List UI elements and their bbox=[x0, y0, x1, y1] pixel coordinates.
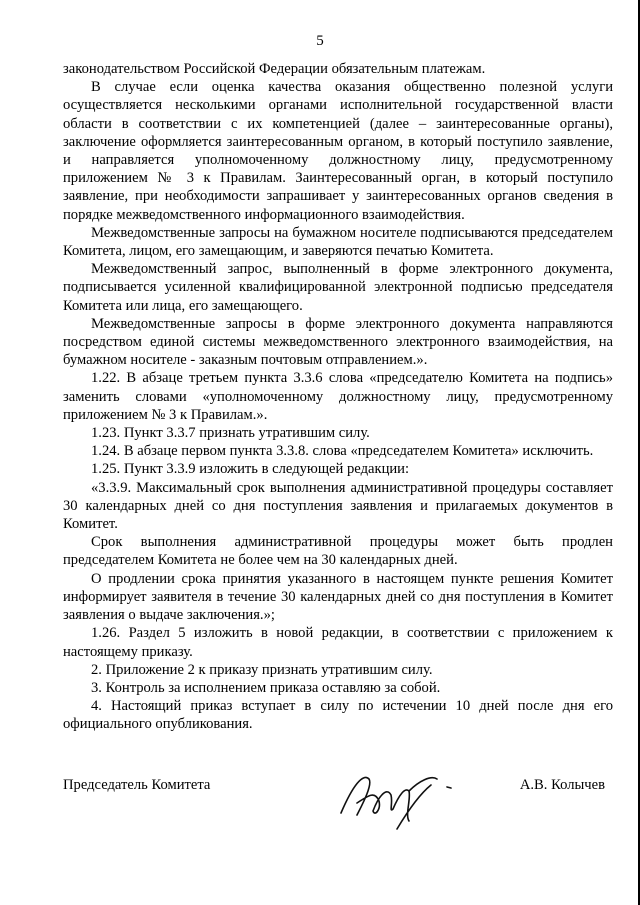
paragraph-extension: Срок выполнения административной процедуры может быть продлен председателем Комитета не более чем на 30 календарных дней. bbox=[63, 534, 613, 569]
signer-title: Председатель Комитета bbox=[63, 777, 211, 793]
signature-block bbox=[63, 765, 613, 835]
paragraph-paper-requests: Межведомственные запросы на бумажном носителе подписываются председателем Комитета, лицом, его замещающим, и заверяются печатью Комитета. bbox=[63, 224, 613, 260]
paragraph-item-1-23: 1.23. Пункт 3.3.7 признать утратившим силу. bbox=[91, 425, 370, 442]
paragraph-item-1-26: 1.26. Раздел 5 изложить в новой редакции, в соответствии с приложением к настоящему приказу. bbox=[63, 625, 613, 660]
paragraph-request-delivery: Межведомственные запросы в форме электронного документа направляются посредством единой системы межведомственного электронного взаимодействия, на бумажном носителе - заказным почтовым отправлением.». bbox=[63, 315, 613, 369]
paragraph-clause-3-3-9: «3.3.9. Максимальный срок выполнения административной процедуры составляет 30 календарных дней со дня поступления заявления и прилагаемых документов в Комитет. bbox=[63, 479, 613, 533]
paragraph-item-1-24: 1.24. В абзаце первом пункта 3.3.8. слова «председателем Комитета» исключить. bbox=[91, 443, 594, 460]
paragraph-item-3: 3. Контроль за исполнением приказа оставляю за собой. bbox=[91, 679, 441, 696]
document-body bbox=[63, 60, 613, 734]
paragraph-item-1-22: 1.22. В абзаце третьем пункта 3.3.6 слова «председателю Комитета на подпись» заменить словами «уполномоченному должностному лицу, предусмотренному приложением № 3 к Правилам.». bbox=[63, 370, 613, 423]
paragraph-interested-bodies: В случае если оценка качества оказания общественно полезной услуги осуществляется несколькими органами исполнительной государственной власти области в соответствии с их компетенцией (далее – заинтересованные органы), заключение оформляется заинтересованным органом, в который поступило заявление, и направляется уполномоченному должностному лицу, предусмотренному приложением № 3 к Правилам. Заинтересованный орган, в который поступило заявление, при необходимости запрашивает у заинтересованных органов сведения в порядке межведомственного информационного взаимодействия. bbox=[63, 79, 613, 223]
paragraph-electronic-request: Межведомственный запрос, выполненный в форме электронного документа, подписывается усиленной квалифицированной электронной подписью председателя Комитета или лица, его замещающего. bbox=[63, 261, 613, 314]
paragraph-item-2: 2. Приложение 2 к приказу признать утратившим силу. bbox=[91, 661, 433, 678]
signer-name: А.В. Колычев bbox=[519, 777, 605, 793]
paragraph-extension-notice: О продлении срока принятия указанного в настоящем пункте решения Комитет информирует заявителя в течение 30 календарных дней со дня поступления в Комитет заявления о выдаче заключения.»; bbox=[63, 570, 613, 624]
paragraph-item-4: 4. Настоящий приказ вступает в силу по истечении 10 дней после дня его официального опубликования. bbox=[63, 698, 613, 733]
handwritten-signature bbox=[335, 765, 465, 835]
paragraph-item-1-25: 1.25. Пункт 3.3.9 изложить в следующей редакции: bbox=[91, 461, 410, 478]
page-number: 5 bbox=[316, 33, 324, 49]
paragraph-continuation: законодательством Российской Федерации обязательным платежам. bbox=[63, 61, 486, 77]
